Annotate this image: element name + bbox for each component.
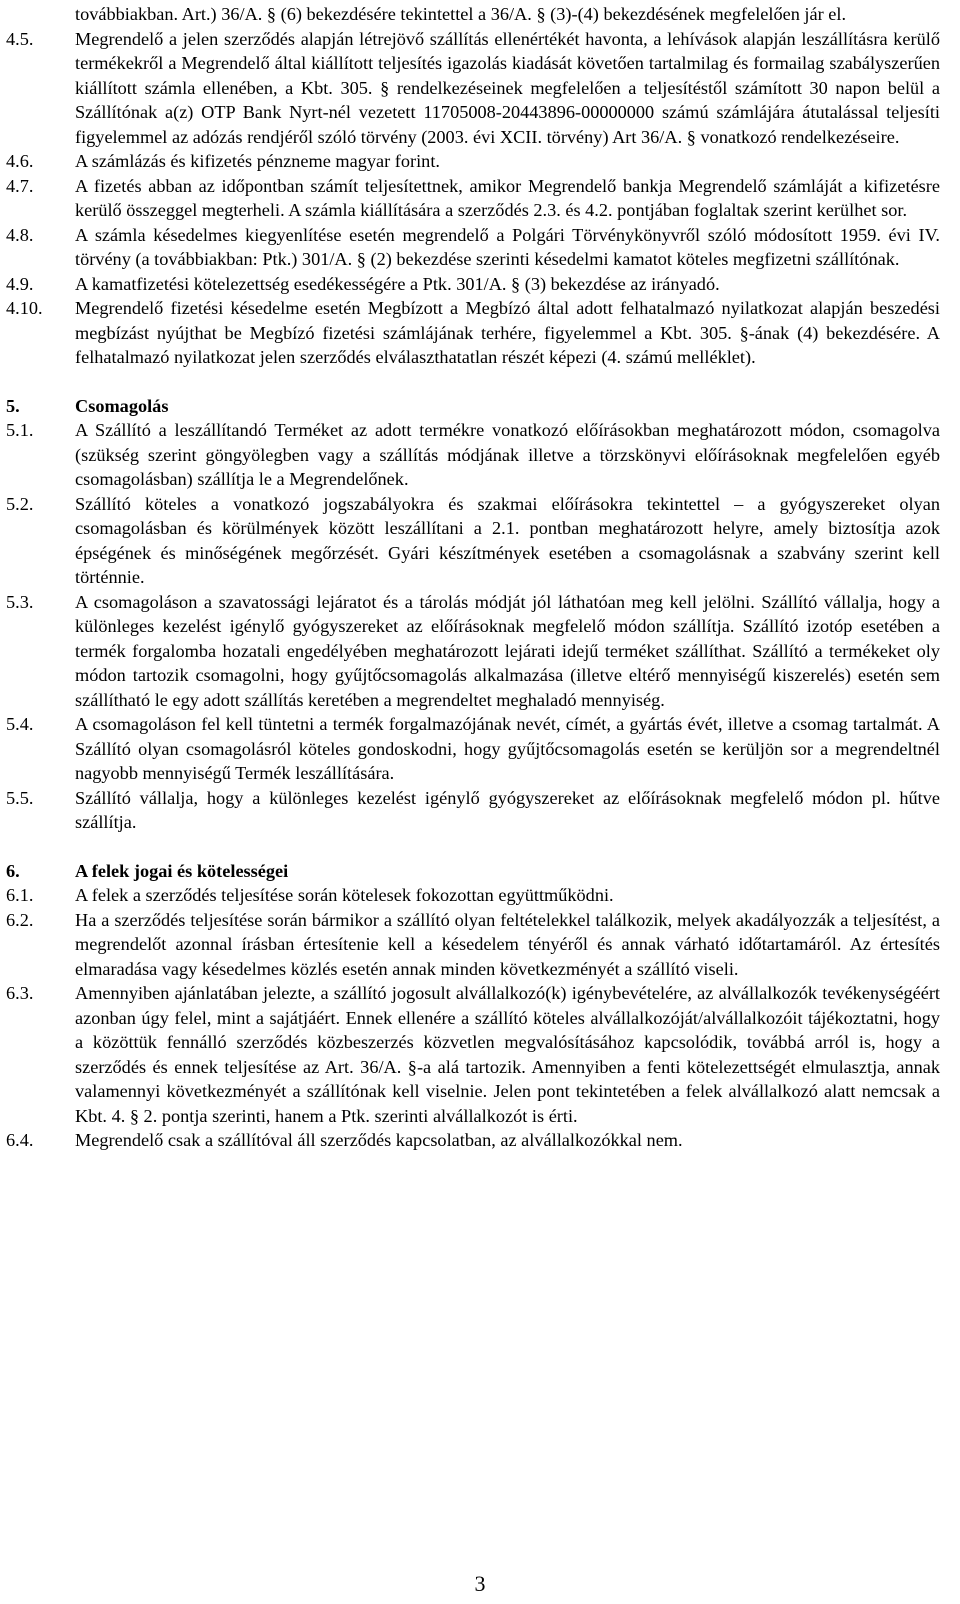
clause-5-3 bbox=[0, 590, 940, 713]
clause-number: 5.1. bbox=[6, 420, 34, 440]
clause-6-4 bbox=[0, 1128, 940, 1153]
clause-4-5 bbox=[0, 27, 940, 150]
clause-text: Megrendelő fizetési késedelme esetén Megbízott a Megbízó által adott felhatalmazó nyilatkozat alapján beszedési megbízást nyújthat be Megbízó fizetési számlájának terhére, figyelemmel a Kbt. 305. §-ának (4) bekezdésére. A felhatalmazó nyilatkozat jelen szerződés elválaszthatatlan részét képezi (4. számú melléklet). bbox=[75, 298, 940, 367]
clause-text: A kamatfizetési kötelezettség esedékességére a Ptk. 301/A. § (3) bekezdése az irányadó. bbox=[75, 273, 720, 294]
clause-text: A számla késedelmes kiegyenlítése esetén megrendelő a Polgári Törvénykönyvről szóló módosított 1959. évi IV. törvény (a továbbiakban: Ptk.) 301/A. § (2) bekezdése szerinti késedelmi kamatot köteles megfizetni szállítónak. bbox=[75, 224, 940, 269]
section-5-heading bbox=[0, 394, 940, 419]
section-number: 5. bbox=[6, 395, 20, 416]
clause-number: 5.2. bbox=[6, 493, 34, 514]
clause-number: 6.1. bbox=[6, 885, 34, 905]
clause-number: 4.10. bbox=[6, 298, 43, 318]
clause-4-8 bbox=[0, 223, 940, 272]
clause-number: 6.2. bbox=[6, 909, 34, 930]
continuation-paragraph bbox=[0, 2, 940, 27]
clause-text: A csomagoláson fel kell tüntetni a termék forgalmazójának nevét, címét, a gyártás évét, illetve a csomag tartalmát. A Szállító olyan csomagolásról köteles gondoskodni, hogy gyűjtőcsomagolás esetén se kerüljön sor a megrendeltnél nagyobb mennyiségű Termék leszállítására. bbox=[75, 714, 940, 783]
clause-4-6 bbox=[0, 149, 940, 174]
clause-6-1 bbox=[0, 883, 940, 908]
clause-text: A fizetés abban az időpontban számít teljesítettnek, amikor Megrendelő bankja Megrendelő számláját a kifizetésre kerülő összeggel megterheli. A számla kiállítására a szerződés 2.3. és 4.2. pontjában foglaltak szerint kerülhet sor. bbox=[75, 175, 940, 220]
section-gap bbox=[0, 835, 960, 859]
clause-number: 4.8. bbox=[6, 224, 34, 245]
clause-text: továbbiakban. Art.) 36/A. § (6) bekezdésére tekintettel a 36/A. § (3)-(4) bekezdésének megfelelően jár el. bbox=[75, 4, 847, 24]
clause-number: 5.5. bbox=[6, 787, 34, 808]
clause-5-4 bbox=[0, 712, 940, 786]
clause-5-1 bbox=[0, 418, 940, 492]
clause-6-2 bbox=[0, 908, 940, 982]
page-number: 3 bbox=[474, 1571, 486, 1596]
clause-text: Szállító vállalja, hogy a különleges kezelést igénylő gyógyszereket az előírásoknak megfelelő módon pl. hűtve szállítja. bbox=[75, 787, 940, 832]
clause-number: 5.4. bbox=[6, 714, 34, 734]
clause-4-9 bbox=[0, 272, 940, 297]
clause-5-2 bbox=[0, 492, 940, 590]
clause-text: A felek a szerződés teljesítése során kötelesek fokozottan együttműködni. bbox=[75, 885, 614, 905]
section-title: Csomagolás bbox=[75, 395, 169, 416]
clause-number: 4.9. bbox=[6, 273, 34, 294]
clause-4-10 bbox=[0, 296, 940, 370]
clause-4-7 bbox=[0, 174, 940, 223]
clause-number: 4.7. bbox=[6, 175, 34, 196]
clause-6-3 bbox=[0, 981, 940, 1128]
clause-number: 4.5. bbox=[6, 28, 34, 49]
clause-number: 6.3. bbox=[6, 983, 34, 1003]
clause-text: Amennyiben ajánlatában jelezte, a szállító jogosult alvállalkozó(k) igénybevételére, az alvállalkozók tevékenységéért azonban úgy felel, mint a sajátjáért. Ennek ellenére a szállító köteles alvállalkozóját/alvállalkozóit tájékoztatni, hogy a közöttük fennálló szerződés közbeszerzés közvetlen megvalósításához kapcsolódik, továbbá arról is, hogy a szerződés és ennek teljesítése az Art. 36/A. §-a alá tartozik. Amennyiben a fenti kötelezettségét elmulasztja, annak valamennyi következményét a szállítónak kell viselnie. Jelen pont tekintetében a felek alvállalkozó alatt nemcsak a Kbt. 4. § 2. pontja szerinti, hanem a Ptk. szerinti alvállalkozót is érti. bbox=[75, 983, 940, 1126]
clause-text: A számlázás és kifizetés pénzneme magyar forint. bbox=[75, 151, 440, 171]
section-title: A felek jogai és kötelességei bbox=[75, 860, 289, 881]
clause-text: Ha a szerződés teljesítése során bármikor a szállító olyan feltételekkel találkozik, melyek akadályozzák a teljesítést, a megrendelőt azonnal írásban értesítenie kell a késedelem tényéről és annak várható időtartamáról. Az értesítés elmaradása vagy késedelmes közlés esetén annak minden következményét a szállító viseli. bbox=[75, 909, 940, 979]
clause-text: Megrendelő a jelen szerződés alapján létrejövő szállítás ellenértékét havonta, a lehívások alapján leszállításra kerülő termékekről a Megrendelő által kiállított teljesítés igazolás kiadását követően tartalmilag és formailag szabályszerűen kiállított számla ellenében, a Kbt. 305. § rendelkezéseinek megfelelően a teljesítéstől számított 30 napon belül a Szállítónak a(z) OTP Bank Nyrt-nél vezetett 11705008-20443896-00000000 számú számlájára átutalással teljesíti figyelemmel az adózás rendjéről szóló törvény (2003. évi XCII. törvény) Art 36/A. § vonatkozó rendelkezéseire. bbox=[75, 28, 940, 147]
clause-5-5 bbox=[0, 786, 940, 835]
clause-number: 4.6. bbox=[6, 151, 34, 171]
clause-text: A Szállító a leszállítandó Terméket az adott termékre vonatkozó előírásokban meghatározott módon, csomagolva (szükség szerint göngyölegben vagy a szállítás módjának illetve a törzskönyvi előírásoknak megfelelően egyéb csomagolásban) szállítja le a Megrendelőnek. bbox=[75, 420, 940, 489]
clause-text: Szállító köteles a vonatkozó jogszabályokra és szakmai előírásokra tekintettel – a gyógyszereket olyan csomagolásban és körülmények között leszállítani a 2.1. pontban meghatározott helyre, amely biztosítja azok épségének és minőségének megőrzését. Gyári készítmények esetében a csomagolásnak a szabvány szerint kell történnie. bbox=[75, 493, 940, 587]
clause-number: 6.4. bbox=[6, 1130, 34, 1150]
document-page bbox=[0, 2, 960, 1153]
section-gap bbox=[0, 370, 960, 394]
clause-text: A csomagoláson a szavatossági lejáratot és a tárolás módját jól láthatóan meg kell jelölni. Szállító vállalja, hogy a különleges kezelést igénylő gyógyszereket az előírásoknak megfelelő módon szállítja. Szállító izotóp esetében a termék forgalomba hozatali engedélyében meghatározott lejárati idejű terméket szállíthat. Szállító a termékeket oly módon tartozik csomagolni, hogy gyűjtőcsomagolás alkalmazása (illetve eltérő mennyiségű kiszerelés) esetén sem szállítható le egy adott szállítás keretében a megrendeltet meghaladó mennyiség. bbox=[75, 591, 940, 710]
section-6-heading bbox=[0, 859, 940, 884]
section-number: 6. bbox=[6, 860, 20, 881]
clause-number: 5.3. bbox=[6, 591, 34, 612]
clause-text: Megrendelő csak a szállítóval áll szerződés kapcsolatban, az alvállalkozókkal nem. bbox=[75, 1130, 683, 1150]
